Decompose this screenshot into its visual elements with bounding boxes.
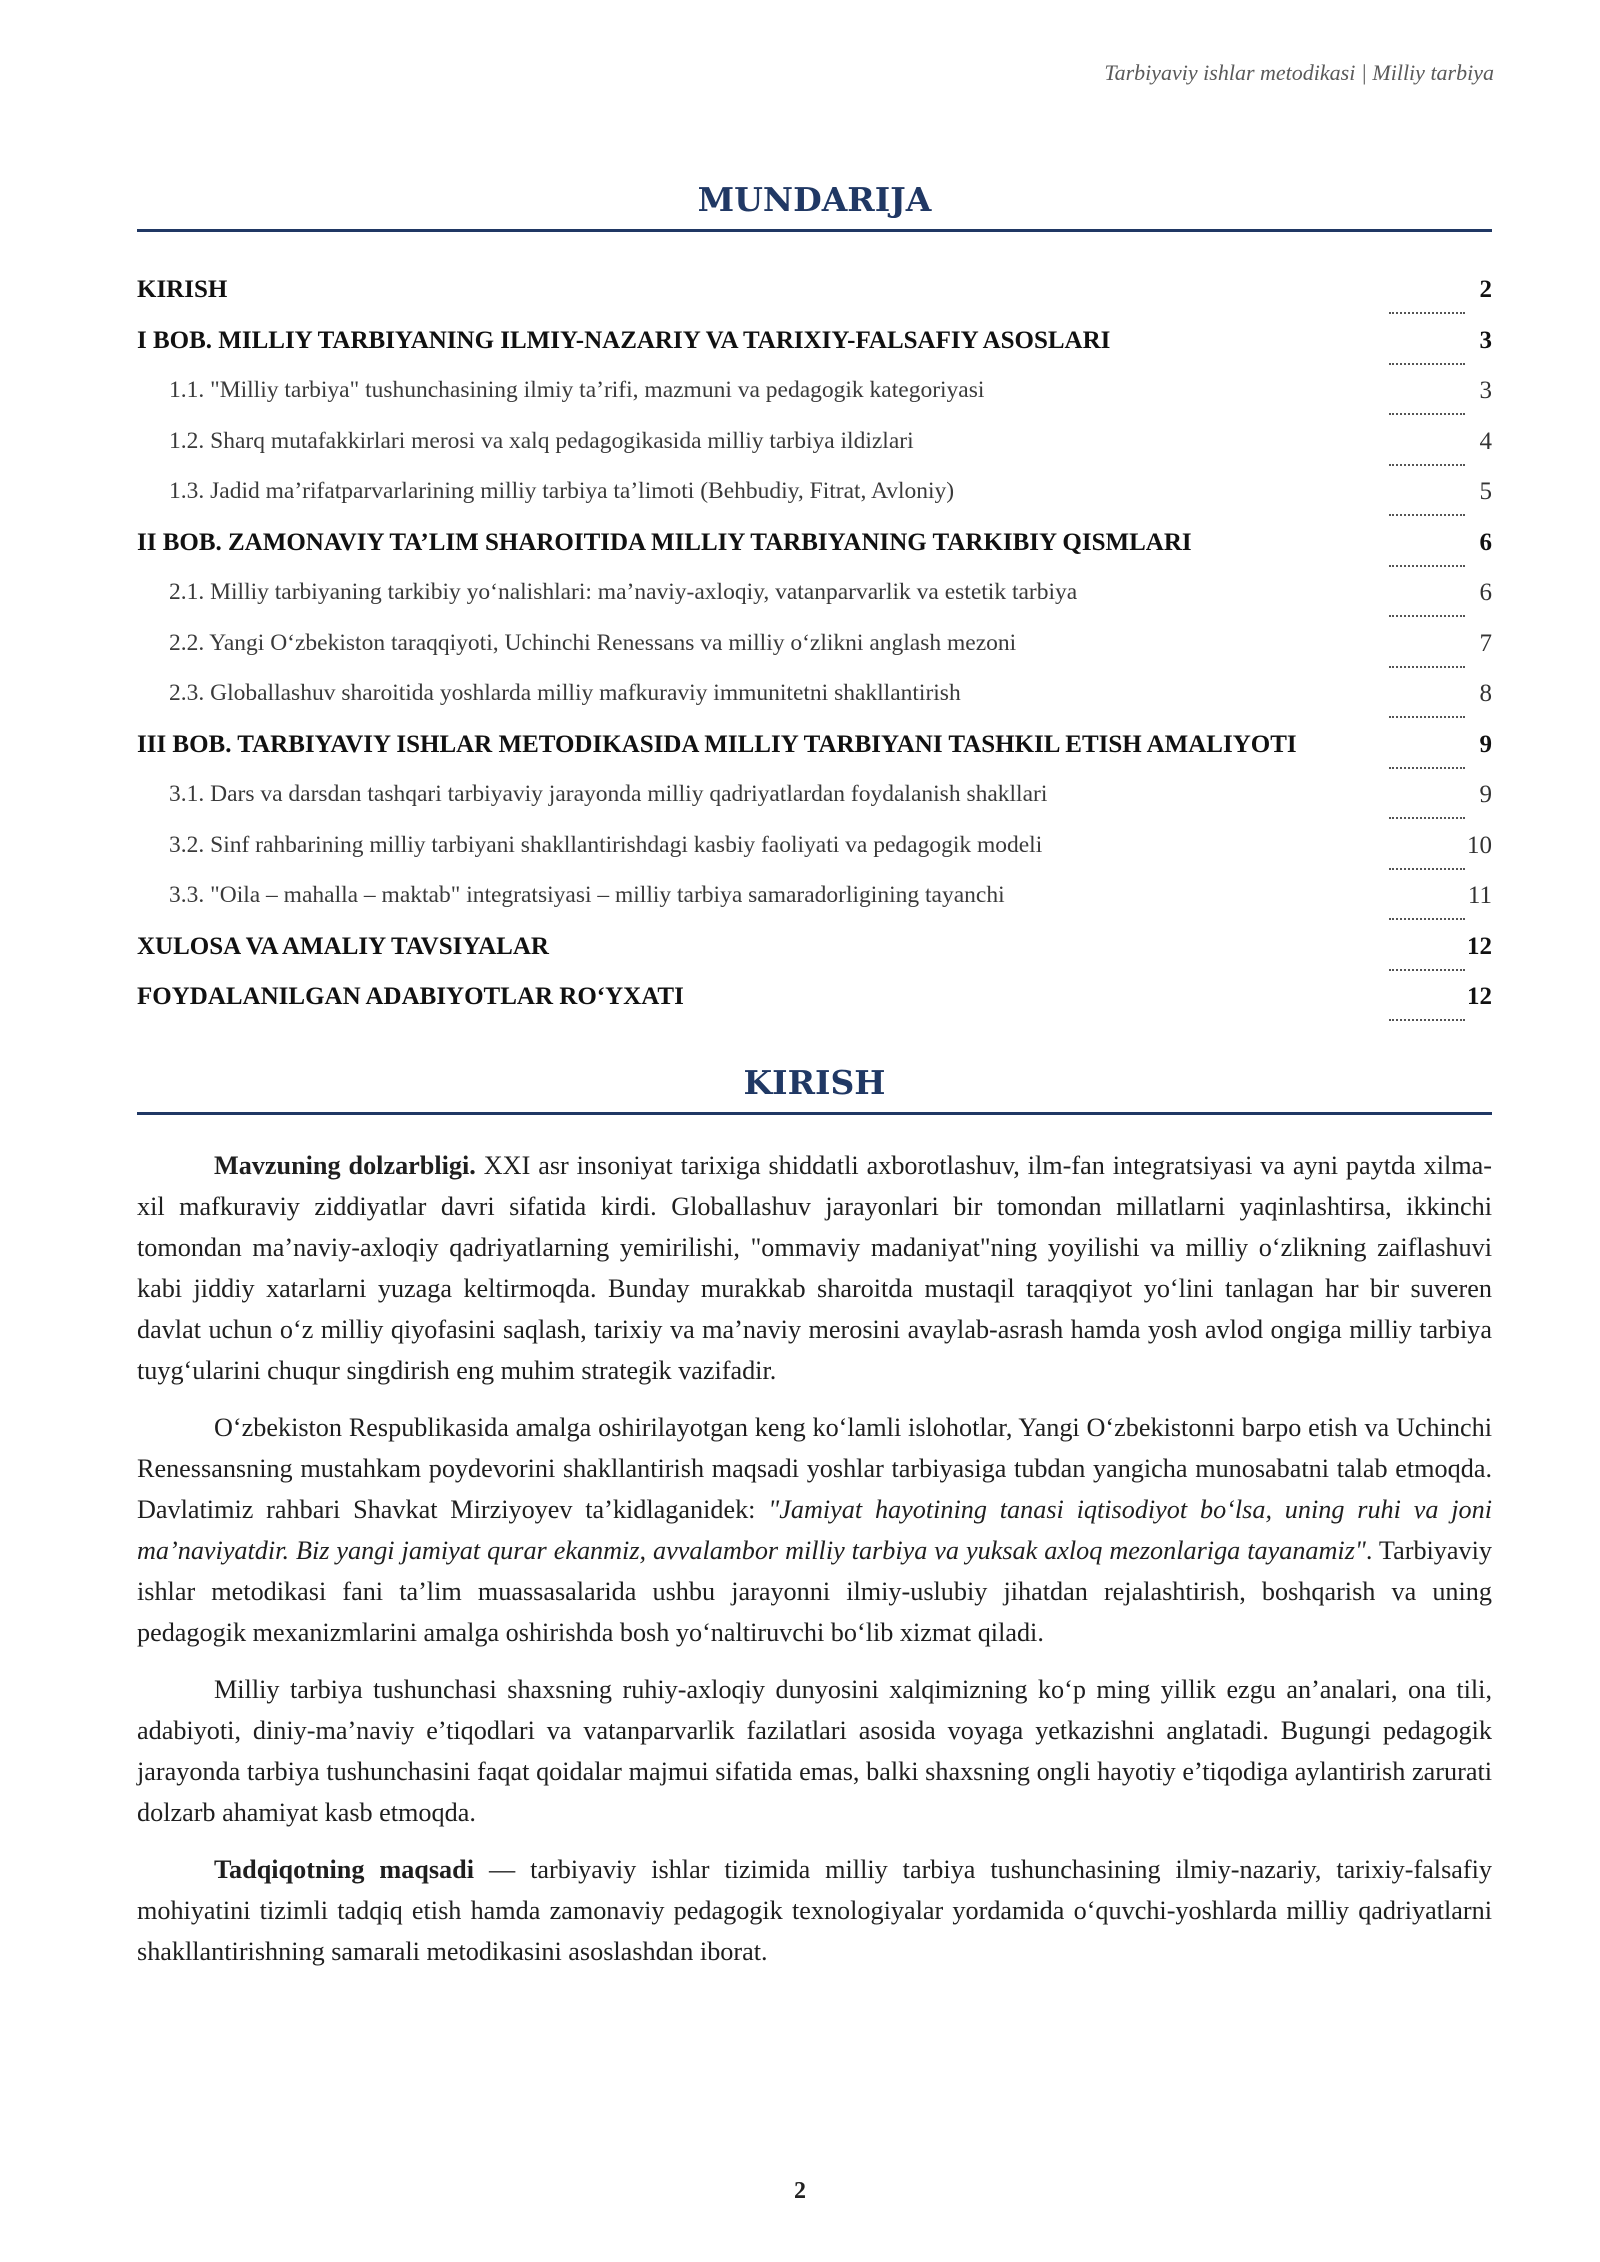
toc-entry-title: 2.3. Globallashuv sharoitida yoshlarda milliy mafkuraviy immunitetni shakllantirish xyxy=(169,680,961,706)
goal-lead: Tadqiqotning maqsadi xyxy=(214,1855,474,1884)
relevance-lead: Mavzuning dolzarbligi. xyxy=(214,1151,476,1180)
paragraph-definition xyxy=(137,1669,1492,1833)
toc-entry-page: 6 xyxy=(1479,579,1492,606)
toc-dot-leader xyxy=(1389,464,1465,466)
paragraph-reforms xyxy=(137,1407,1492,1653)
toc-entry[interactable] xyxy=(137,876,1492,927)
toc-entry-page: 10 xyxy=(1467,831,1492,859)
toc-entry-page: 4 xyxy=(1479,427,1492,455)
toc-entry-page: 6 xyxy=(1479,528,1492,556)
toc-dot-leader xyxy=(1389,868,1465,870)
toc-entry-page: 7 xyxy=(1479,629,1492,657)
toc-entry-page: 5 xyxy=(1479,478,1492,505)
toc-entry-page: 9 xyxy=(1479,730,1492,758)
toc-dot-leader xyxy=(1389,312,1465,314)
toc-entry[interactable] xyxy=(137,270,1492,321)
toc-entry[interactable] xyxy=(137,674,1492,725)
toc-entry-title: II BOB. ZAMONAVIY TA’LIM SHAROITIDA MILLIY TARBIYANING TARKIBIY QISMLARI xyxy=(137,528,1192,556)
toc-entry[interactable] xyxy=(137,573,1492,624)
toc-title: MUNDARIJA xyxy=(137,180,1492,232)
toc-entry[interactable] xyxy=(137,422,1492,473)
toc-entry-title: 1.2. Sharq mutafakkirlari merosi va xalq pedagogikasida milliy tarbiya ildizlari xyxy=(169,427,914,454)
toc-dot-leader xyxy=(1389,767,1465,769)
toc-dot-leader xyxy=(1389,363,1465,365)
toc-entry-page: 3 xyxy=(1479,326,1492,354)
definition-text: Milliy tarbiya tushunchasi shaxsning ruhiy-axloqiy dunyosini xalqimizning ko‘p ming yillik ezgu an’analari, ona tili, adabiyoti, diniy-ma’naviy e’tiqodlari va vatanparvarlik fazilatlari asosida voyaga yetkazishni anglatadi. Bugungi pedagogik jarayonda tarbiya tushunchasini faqat qoidalar majmui sifatida emas, balki shaxsning ongli hayotiy e’tiqodiga aylantirish zarurati dolzarb ahamiyat kasb etmoqda. xyxy=(137,1675,1492,1827)
toc-entry-title: FOYDALANILGAN ADABIYOTLAR RO‘YXATI xyxy=(137,983,684,1010)
kirish-title: KIRISH xyxy=(137,1063,1492,1115)
toc-dot-leader xyxy=(1389,514,1465,516)
toc-entry[interactable] xyxy=(137,826,1492,877)
toc-entry[interactable] xyxy=(137,977,1492,1028)
paragraph-relevance xyxy=(137,1145,1492,1391)
toc-entry-page: 8 xyxy=(1479,680,1492,707)
toc-dot-leader xyxy=(1389,969,1465,971)
toc-entry-page: 12 xyxy=(1467,983,1492,1010)
toc-entry-title: I BOB. MILLIY TARBIYANING ILMIY-NAZARIY VA TARIXIY-FALSAFIY ASOSLARI xyxy=(137,326,1111,354)
toc-entry-title: 2.1. Milliy tarbiyaning tarkibiy yo‘nalishlari: ma’naviy-axloqiy, vatanparvarlik va estetik tarbiya xyxy=(169,579,1078,605)
toc-entry-title: III BOB. TARBIYAVIY ISHLAR METODIKASIDA MILLIY TARBIYANI TASHKIL ETISH AMALIYOTI xyxy=(137,730,1297,758)
toc-entry-title: 3.1. Dars va darsdan tashqari tarbiyaviy jarayonda milliy qadriyatlardan foydalanish shakllari xyxy=(169,781,1048,807)
table-of-contents xyxy=(137,270,1492,1028)
toc-dot-leader xyxy=(1389,817,1465,819)
page-number: 2 xyxy=(794,2178,806,2204)
toc-entry-page: 9 xyxy=(1479,781,1492,808)
toc-dot-leader xyxy=(1389,666,1465,668)
toc-dot-leader xyxy=(1389,413,1465,415)
toc-dot-leader xyxy=(1389,918,1465,920)
relevance-text: XXI asr insoniyat tarixiga shiddatli axborotlashuv, ilm-fan integratsiyasi va ayni paytda xilma-xil mafkuraviy ziddiyatlar davri sifatida kirdi. Globallashuv jarayonlari bir tomondan millatlarni yaqinlashtirsa, ikkinchi tomondan ma’naviy-axloqiy qadriyatlarning yemirilishi, "ommaviy madaniyat"ning yoyilishi va milliy o‘zlikning zaiflashuvi kabi jiddiy xatarlarni yuzaga keltirmoqda. Bunday murakkab sharoitda mustaqil taraqqiyot yo‘lini tanlagan har bir suveren davlat uchun o‘z milliy qiyofasini saqlash, tarixiy va ma’naviy merosini avaylab-asrash hamda yosh avlod ongiga milliy tarbiya tuyg‘ularini chuqur singdirish eng muhim strategik vazifadir. xyxy=(137,1151,1492,1385)
toc-entry[interactable] xyxy=(137,321,1492,372)
toc-entry-title: 1.3. Jadid ma’rifatparvarlarining milliy tarbiya ta’limoti (Behbudiy, Fitrat, Avloniy) xyxy=(169,478,955,504)
toc-entry[interactable] xyxy=(137,624,1492,675)
running-header: Tarbiyaviy ishlar metodikasi | Milliy tarbiya xyxy=(1104,60,1494,85)
reforms-text: O‘zbekiston Respublikasida amalga oshirilayotgan keng ko‘lamli islohotlar, Yangi O‘zbekistonni barpo etish va Uchinchi Renessansning mustahkam poydevorini shakllantirish maqsadi yoshlar tarbiyasiga tubdan yangicha munosabatni talab etmoqda. Davlatimiz rahbari Shavkat Mirziyoyev ta’kidlaganidek: xyxy=(137,1413,1492,1524)
toc-entry[interactable] xyxy=(137,371,1492,422)
president-quote: "Jamiyat hayotining tanasi iqtisodiyot bo‘lsa, uning ruhi va joni ma’naviyatdir. Biz yangi jamiyat qurar ekanmiz, avvalambor milliy tarbiya va yuksak axloq mezonlariga tayanamiz" xyxy=(137,1495,1492,1565)
toc-entry[interactable] xyxy=(137,775,1492,826)
toc-entry-title: XULOSA VA AMALIY TAVSIYALAR xyxy=(137,932,549,960)
toc-entry[interactable] xyxy=(137,472,1492,523)
toc-entry-page: 3 xyxy=(1479,377,1492,404)
toc-entry-page: 11 xyxy=(1467,882,1492,909)
goal-text: — tarbiyaviy ishlar tizimida milliy tarbiya tushunchasining ilmiy-nazariy, tarixiy-falsafiy mohiyatini tizimli tadqiq etish hamda zamonaviy pedagogik texnologiyalar yordamida o‘quvchi-yoshlarda milliy qadriyatlarni shakllantirishning samarali metodikasini asoslashdan iborat. xyxy=(137,1855,1492,1966)
toc-entry-page: 2 xyxy=(1479,276,1492,303)
kirish-body xyxy=(137,1145,1492,1988)
toc-dot-leader xyxy=(1389,615,1465,617)
toc-entry-title: 3.3. "Oila – mahalla – maktab" integratsiyasi – milliy tarbiya samaradorligining tayanchi xyxy=(169,882,1005,908)
toc-dot-leader xyxy=(1389,716,1465,718)
toc-dot-leader xyxy=(1389,1019,1465,1021)
paragraph-goal xyxy=(137,1849,1492,1972)
toc-entry[interactable] xyxy=(137,725,1492,776)
toc-entry-title: KIRISH xyxy=(137,276,228,303)
toc-entry-title: 2.2. Yangi O‘zbekiston taraqqiyoti, Uchinchi Renessans va milliy o‘zlikni anglash mezoni xyxy=(169,629,1017,656)
toc-entry-title: 3.2. Sinf rahbarining milliy tarbiyani shakllantirishdagi kasbiy faoliyati va pedagogik modeli xyxy=(169,831,1043,858)
toc-dot-leader xyxy=(1389,565,1465,567)
toc-entry-page: 12 xyxy=(1467,932,1492,960)
reforms-text-end: . Tarbiyaviy ishlar metodikasi fani ta’lim muassasalarida ushbu jarayonni ilmiy-uslubiy jihatdan rejalashtirish, boshqarish va uning pedagogik mexanizmlarini amalga oshirishda bosh yo‘naltiruvchi bo‘lib xizmat qiladi. xyxy=(137,1536,1492,1647)
toc-entry-title: 1.1. "Milliy tarbiya" tushunchasining ilmiy ta’rifi, mazmuni va pedagogik kategoriyasi xyxy=(169,377,985,403)
toc-entry[interactable] xyxy=(137,927,1492,978)
toc-entry[interactable] xyxy=(137,523,1492,574)
